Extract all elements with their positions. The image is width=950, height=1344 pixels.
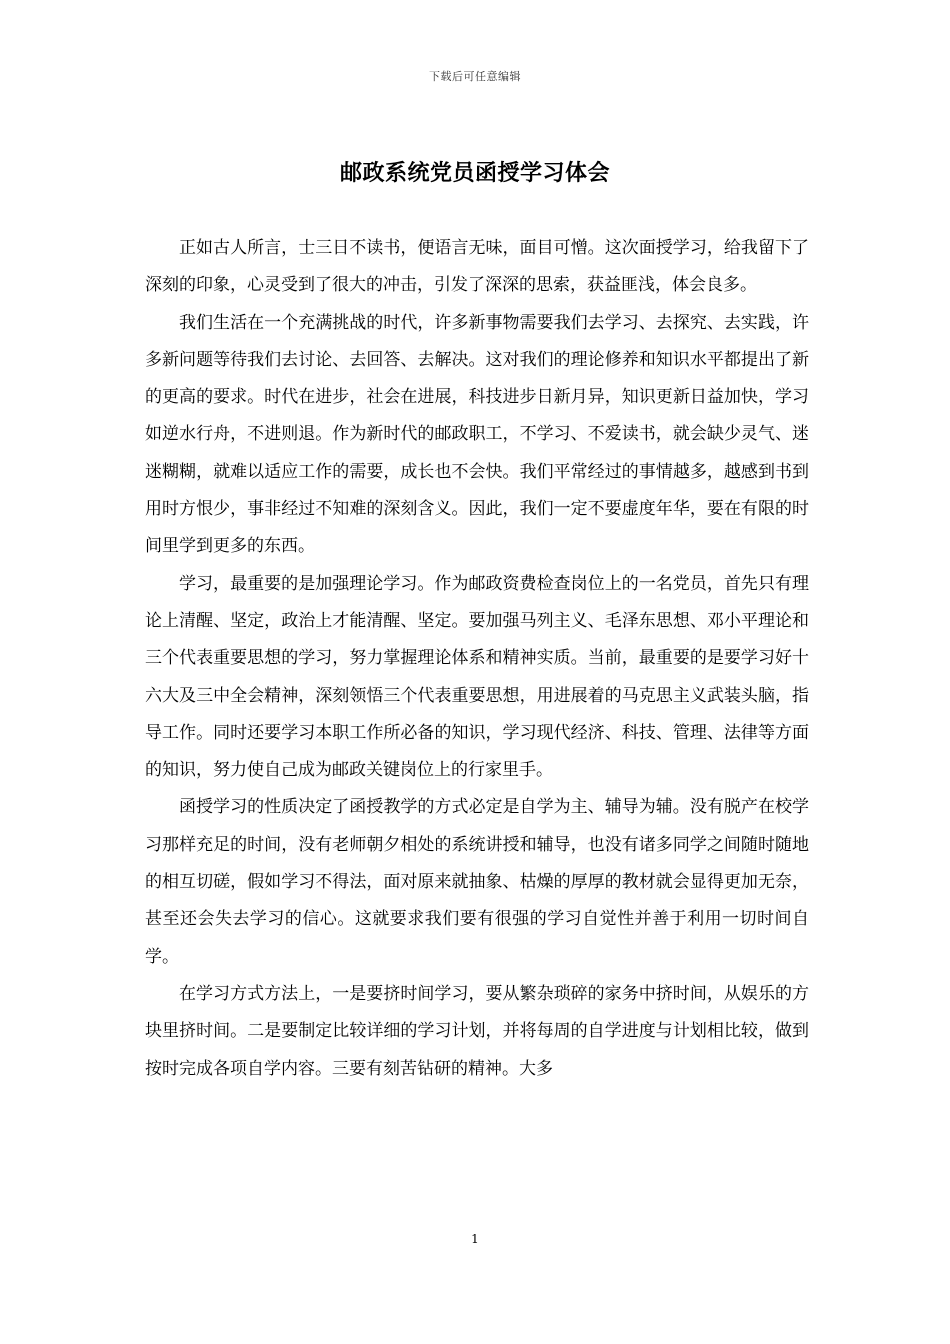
paragraph: 在学习方式方法上，一是要挤时间学习，要从繁杂琐碎的家务中挤时间，从娱乐的方块里挤时间。二是要制定比较详细的学习计划，并将每周的自学进度与计划相比较，做到按时完成各项自学内容。三要有刻苦钻研的精神。大多 [145, 983, 809, 1079]
paragraph: 我们生活在一个充满挑战的时代，许多新事物需要我们去学习、去探究、去实践，许多新问题等待我们去讨论、去回答、去解决。这对我们的理论修养和知识水平都提出了新的更高的要求。时代在进步，社会在进展，科技进步日新月异，知识更新日益加快，学习如逆水行舟，不进则退。作为新时代的邮政职工，不学习、不爱读书，就会缺少灵气、迷迷糊糊，就难以适应工作的需要，成长也不会快。我们平常经过的事情越多，越感到书到用时方恨少，事非经过不知难的深刻含义。因此，我们一定不要虚度年华，要在有限的时间里学到更多的东西。 [145, 312, 809, 557]
document-body [145, 230, 809, 1088]
paragraph: 正如古人所言，士三日不读书，便语言无味，面目可憎。这次面授学习，给我留下了深刻的印象，心灵受到了很大的冲击，引发了深深的思索，获益匪浅，体会良多。 [145, 238, 809, 296]
document-title: 邮政系统党员函授学习体会 [339, 160, 610, 186]
page-number: 1 [471, 1232, 479, 1246]
header-note: 下载后可任意编辑 [429, 70, 521, 83]
paragraph: 函授学习的性质决定了函授教学的方式必定是自学为主、辅导为辅。没有脱产在校学习那样充足的时间，没有老师朝夕相处的系统讲授和辅导，也没有诸多同学之间随时随地的相互切磋，假如学习不得法，面对原来就抽象、枯燥的厚厚的教材就会显得更加无奈，甚至还会失去学习的信心。这就要求我们要有很强的学习自觉性并善于利用一切时间自学。 [145, 797, 809, 967]
paragraph: 学习，最重要的是加强理论学习。作为邮政资费检查岗位上的一名党员，首先只有理论上清醒、坚定，政治上才能清醒、坚定。要加强马列主义、毛泽东思想、邓小平理论和三个代表重要思想的学习，努力掌握理论体系和精神实质。当前，最重要的是要学习好十六大及三中全会精神，深刻领悟三个代表重要思想，用进展着的马克思主义武装头脑，指导工作。同时还要学习本职工作所必备的知识，学习现代经济、科技、管理、法律等方面的知识，努力使自己成为邮政关键岗位上的行家里手。 [145, 573, 809, 781]
